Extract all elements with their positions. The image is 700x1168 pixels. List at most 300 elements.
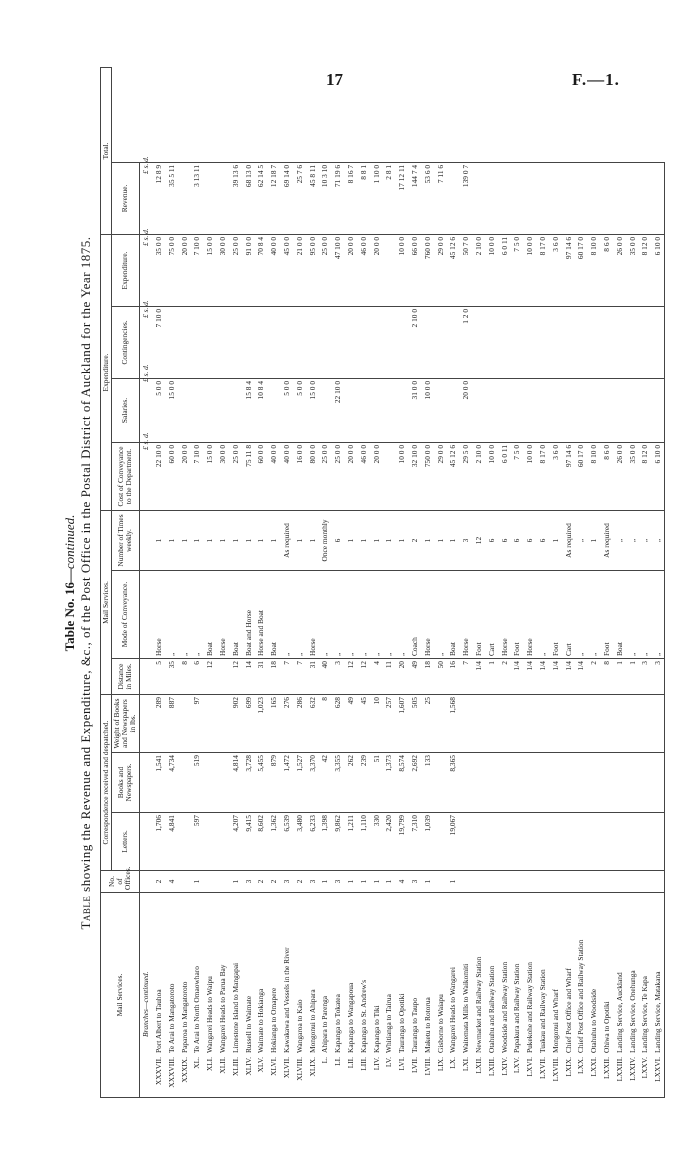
cell-offices [498, 871, 511, 893]
service-number: LIX. [435, 1057, 445, 1072]
cell-mode: „ [293, 571, 306, 659]
cell-mode: Horse [459, 571, 472, 659]
cell-times: Once monthly [319, 510, 332, 570]
cell-letters: 1,706 [152, 813, 165, 871]
col-mail-services: Mail Services. [101, 893, 140, 1098]
table-row [626, 67, 639, 1097]
cell-books [562, 753, 575, 813]
service-cell [357, 893, 370, 1098]
cell-books [587, 753, 600, 813]
cell-cost: 46 0 0 [357, 442, 370, 510]
table-row [280, 67, 293, 1097]
cell-letters: 1,211 [344, 813, 357, 871]
cell-books: 1,373 [383, 753, 396, 813]
cell-revenue [587, 162, 600, 234]
cell-cost: 15 0 0 [204, 442, 217, 510]
cell-offices [575, 871, 588, 893]
cell-books [511, 753, 524, 813]
cell-salaries [191, 378, 204, 442]
col-letters: Letters. [112, 813, 139, 871]
cell-mode: Foot [472, 571, 485, 659]
service-name: Newmarket and Railway Station [473, 956, 483, 1053]
cell-weight [498, 695, 511, 753]
cell-cost: 32 10 0 [408, 442, 421, 510]
cell-weight [575, 695, 588, 753]
cell-times: 1 [293, 510, 306, 570]
cell-cost: 40 0 0 [280, 442, 293, 510]
cell-contingencies [396, 306, 409, 378]
cell-cost: 60 0 0 [255, 442, 268, 510]
service-cell [434, 893, 447, 1098]
cell-salaries [575, 378, 588, 442]
cell-mode: „ [357, 571, 370, 659]
cell-expenditure: 26 0 0 [613, 234, 626, 306]
cell-letters: 6,233 [306, 813, 319, 871]
cell-revenue [498, 162, 511, 234]
cell-times: 6 [498, 510, 511, 570]
cell-salaries [216, 378, 229, 442]
cell-weight: 699 [242, 695, 255, 753]
service-number: XL. [192, 1057, 202, 1069]
cell-letters: 3,480 [293, 813, 306, 871]
service-number: XXXIX. [179, 1057, 189, 1083]
cell-books: 8,365 [447, 753, 460, 813]
cell-salaries [639, 378, 652, 442]
cell-salaries [511, 378, 524, 442]
cell-mode: Horse [306, 571, 319, 659]
cell-times: 6 [523, 510, 536, 570]
cell-books: 1,541 [152, 753, 165, 813]
cell-expenditure: 20 0 0 [178, 234, 191, 306]
cell-revenue: 68 13 0 [242, 162, 255, 234]
page-number: 17 [326, 70, 343, 89]
table-row [242, 67, 255, 1097]
service-cell [626, 893, 639, 1098]
cell-revenue: 8 8 1 [357, 162, 370, 234]
cell-salaries [383, 378, 396, 442]
service-name: Kapanga to St. Andrew's [358, 979, 368, 1053]
table-row [421, 67, 434, 1097]
cell-books [575, 753, 588, 813]
table-row [536, 67, 549, 1097]
col-expenditure: Expenditure. [112, 234, 139, 306]
cell-expenditure: 15 0 0 [204, 234, 217, 306]
cell-cost: 29 5 0 [459, 442, 472, 510]
cell-expenditure: 2 10 0 [472, 234, 485, 306]
cell-revenue: 12 8 9 [152, 162, 165, 234]
cell-contingencies [242, 306, 255, 378]
cell-revenue: 10 3 10 [319, 162, 332, 234]
cell-distance: 11 [383, 659, 396, 695]
service-cell [306, 893, 319, 1098]
service-cell [459, 893, 472, 1098]
cell-mode: „ [178, 571, 191, 659]
cell-contingencies [191, 306, 204, 378]
cell-distance: 2 [498, 659, 511, 695]
cell-books: 4,734 [165, 753, 178, 813]
cell-books: 4,814 [229, 753, 242, 813]
service-cell [651, 893, 664, 1098]
service-name: Kapanga to Tiki [371, 1005, 381, 1053]
cell-expenditure: 6 0 11 [498, 234, 511, 306]
service-name: Wangarei Heads to Waipu [205, 976, 215, 1053]
units-contingencies: £ s. d. [139, 306, 152, 378]
cell-letters [216, 813, 229, 871]
service-cell [587, 893, 600, 1098]
cell-letters [498, 813, 511, 871]
cell-times: 6 [332, 510, 345, 570]
table-number [62, 68, 78, 1098]
cell-times: 1 [242, 510, 255, 570]
cell-contingencies [651, 306, 664, 378]
cell-books: 262 [344, 753, 357, 813]
service-name: Landing Service, Onehunga [627, 970, 637, 1053]
cell-weight: 276 [280, 695, 293, 753]
cell-letters [587, 813, 600, 871]
cell-contingencies [370, 306, 383, 378]
units-expenditure: £ s. d. [139, 234, 152, 306]
cell-contingencies [204, 306, 217, 378]
cell-revenue: 45 8 11 [306, 162, 319, 234]
cell-salaries [626, 378, 639, 442]
cell-distance: 1/4 [472, 659, 485, 695]
cell-expenditure: 10 0 0 [485, 234, 498, 306]
cell-distance [216, 659, 229, 695]
cell-weight [472, 695, 485, 753]
cell-distance: 8 [178, 659, 191, 695]
units-row [139, 67, 152, 1097]
table-row [575, 67, 588, 1097]
cell-salaries: 5 0 0 [280, 378, 293, 442]
cell-expenditure: 7 5 0 [511, 234, 524, 306]
cell-contingencies [485, 306, 498, 378]
service-number: LXIII. [486, 1057, 496, 1077]
cell-revenue [651, 162, 664, 234]
cell-expenditure: 29 0 0 [434, 234, 447, 306]
cell-contingencies [613, 306, 626, 378]
cell-offices: 4 [165, 871, 178, 893]
cell-revenue: 12 18 7 [268, 162, 281, 234]
cell-revenue: 69 14 0 [280, 162, 293, 234]
cell-mode: „ [332, 571, 345, 659]
service-cell [575, 893, 588, 1098]
cell-letters: 9,415 [242, 813, 255, 871]
cell-mode: „ [587, 571, 600, 659]
service-number: LV. [384, 1057, 394, 1068]
service-number: LVII. [409, 1057, 419, 1073]
cell-salaries [613, 378, 626, 442]
cell-expenditure: 35 0 0 [152, 234, 165, 306]
cell-letters [434, 813, 447, 871]
cell-offices: 3 [306, 871, 319, 893]
cell-times: As required [600, 510, 613, 570]
cell-offices [651, 871, 664, 893]
cell-revenue [447, 162, 460, 234]
cell-salaries [229, 378, 242, 442]
cell-times: „ [613, 510, 626, 570]
cell-letters: 1,110 [357, 813, 370, 871]
group-header-row [101, 67, 112, 1097]
service-number: LXX. [576, 1057, 586, 1075]
table-row [383, 67, 396, 1097]
cell-books [498, 753, 511, 813]
cell-letters: 597 [191, 813, 204, 871]
cell-letters [472, 813, 485, 871]
service-name: Wangarei Heads to Wangarei [448, 967, 458, 1053]
cell-salaries: 20 0 0 [459, 378, 472, 442]
cell-letters [178, 813, 191, 871]
service-name: Te Arai to Mangatoroto [166, 983, 176, 1053]
service-name: Russell to Waimate [243, 995, 253, 1053]
cell-times: 1 [165, 510, 178, 570]
cell-salaries [370, 378, 383, 442]
cell-letters: 7,310 [408, 813, 421, 871]
cell-offices [523, 871, 536, 893]
cell-distance: 18 [268, 659, 281, 695]
cell-offices: 2 [152, 871, 165, 893]
cell-letters: 330 [370, 813, 383, 871]
cell-revenue [562, 162, 575, 234]
cell-letters [511, 813, 524, 871]
cell-revenue [600, 162, 613, 234]
cell-contingencies [498, 306, 511, 378]
cell-expenditure: 45 0 0 [280, 234, 293, 306]
cell-offices: 2 [268, 871, 281, 893]
service-cell [319, 893, 332, 1098]
service-name: Tauranga to Taupo [409, 997, 419, 1053]
service-name: Gisborne to Waiapu [435, 994, 445, 1053]
cell-distance: 40 [319, 659, 332, 695]
cell-mode: Cart [562, 571, 575, 659]
cell-expenditure: 60 17 0 [575, 234, 588, 306]
cell-revenue [485, 162, 498, 234]
cell-contingencies [306, 306, 319, 378]
table-row [191, 67, 204, 1097]
cell-letters: 1,398 [319, 813, 332, 871]
cell-revenue: 71 19 6 [332, 162, 345, 234]
cell-mode: „ [191, 571, 204, 659]
cell-books [216, 753, 229, 813]
cell-weight: 628 [332, 695, 345, 753]
cell-revenue [472, 162, 485, 234]
cell-salaries [587, 378, 600, 442]
cell-revenue: 7 11 6 [434, 162, 447, 234]
cell-mode: „ [536, 571, 549, 659]
cell-contingencies [575, 306, 588, 378]
service-cell [408, 893, 421, 1098]
cell-revenue: 139 0 7 [459, 162, 472, 234]
service-name: Kawakawa and Vessels in the River [282, 947, 292, 1053]
cell-contingencies [434, 306, 447, 378]
service-number: LXI. [461, 1057, 471, 1072]
cell-salaries: 22 10 0 [332, 378, 345, 442]
cell-times: 1 [178, 510, 191, 570]
cell-distance: 1 [485, 659, 498, 695]
cell-offices: 3 [280, 871, 293, 893]
cell-contingencies: 7 10 0 [152, 306, 165, 378]
table-row [562, 67, 575, 1097]
service-name: Landing Service, Auckland [614, 972, 624, 1053]
cell-letters [549, 813, 562, 871]
cell-offices [613, 871, 626, 893]
cell-revenue [204, 162, 217, 234]
cell-cost: 25 0 0 [332, 442, 345, 510]
cell-cost: 20 0 0 [178, 442, 191, 510]
cell-contingencies [472, 306, 485, 378]
cell-cost: 8 17 0 [536, 442, 549, 510]
cell-revenue: 17 12 11 [396, 162, 409, 234]
cell-offices: 3 [332, 871, 345, 893]
cell-revenue [523, 162, 536, 234]
cell-contingencies [562, 306, 575, 378]
cell-distance: 31 [255, 659, 268, 695]
units-cost: £ s. d. [139, 442, 152, 510]
cell-salaries [472, 378, 485, 442]
service-name: Te Arai to North Omaowharo [192, 966, 202, 1053]
cell-expenditure: 40 0 0 [268, 234, 281, 306]
cell-cost: 2 10 0 [472, 442, 485, 510]
service-number: LVI. [397, 1057, 407, 1071]
cell-expenditure: 45 12 6 [447, 234, 460, 306]
cell-offices: 2 [293, 871, 306, 893]
cell-letters [459, 813, 472, 871]
service-cell [613, 893, 626, 1098]
cell-books [613, 753, 626, 813]
cell-expenditure: 20 0 0 [370, 234, 383, 306]
cell-weight [536, 695, 549, 753]
cell-revenue [511, 162, 524, 234]
cell-expenditure: 760 0 0 [421, 234, 434, 306]
cell-salaries [562, 378, 575, 442]
cell-mode: Foot [549, 571, 562, 659]
cell-contingencies [344, 306, 357, 378]
document-reference: F.—1. [572, 70, 620, 89]
cell-times: „ [575, 510, 588, 570]
cell-mode: „ [434, 571, 447, 659]
cell-weight [523, 695, 536, 753]
cell-salaries [549, 378, 562, 442]
group-expenditure: Expenditure. [101, 234, 112, 510]
cell-weight [587, 695, 600, 753]
cell-distance: 3 [639, 659, 652, 695]
service-cell [421, 893, 434, 1098]
col-revenue: Revenue. [112, 162, 139, 234]
cell-distance: 50 [434, 659, 447, 695]
cell-weight: 97 [191, 695, 204, 753]
cell-revenue [575, 162, 588, 234]
cell-offices [600, 871, 613, 893]
col-salaries: Salaries. [112, 378, 139, 442]
cell-salaries [319, 378, 332, 442]
cell-distance: 8 [600, 659, 613, 695]
cell-salaries [178, 378, 191, 442]
cell-expenditure: 6 10 0 [651, 234, 664, 306]
service-name: Hokianga to Omapere [269, 987, 279, 1053]
cell-times: 1 [344, 510, 357, 570]
cell-cost: 6 0 11 [498, 442, 511, 510]
cell-contingencies [268, 306, 281, 378]
cell-expenditure: 66 0 0 [408, 234, 421, 306]
service-cell [344, 893, 357, 1098]
cell-expenditure: 8 12 0 [639, 234, 652, 306]
cell-times: As required [280, 510, 293, 570]
cell-offices: 1 [357, 871, 370, 893]
cell-mode: Boat [613, 571, 626, 659]
cell-offices [472, 871, 485, 893]
cell-weight: 1,607 [396, 695, 409, 753]
service-number: LXXIV. [627, 1057, 637, 1081]
service-cell [447, 893, 460, 1098]
service-cell [216, 893, 229, 1098]
cell-books [523, 753, 536, 813]
cell-distance: 31 [306, 659, 319, 695]
cell-mode: Boat [229, 571, 242, 659]
cell-offices [511, 871, 524, 893]
cell-contingencies [319, 306, 332, 378]
cell-mode: Boat [204, 571, 217, 659]
cell-cost: 29 0 0 [434, 442, 447, 510]
cell-letters [485, 813, 498, 871]
table-row [306, 67, 319, 1097]
service-number: LXVII. [537, 1057, 547, 1079]
cell-salaries: 15 0 0 [165, 378, 178, 442]
cell-letters: 1,362 [268, 813, 281, 871]
cell-books [434, 753, 447, 813]
cell-expenditure: 10 0 0 [523, 234, 536, 306]
cell-books [204, 753, 217, 813]
cell-letters [600, 813, 613, 871]
cell-times: „ [626, 510, 639, 570]
cell-weight: 887 [165, 695, 178, 753]
cell-distance: 1/4 [523, 659, 536, 695]
cell-cost: 10 0 0 [485, 442, 498, 510]
service-number: LX. [448, 1057, 458, 1069]
cell-times: 3 [459, 510, 472, 570]
cell-revenue: 3 13 11 [191, 162, 204, 234]
cell-salaries [204, 378, 217, 442]
service-name: Paparoa to Mangatoroto [179, 981, 189, 1053]
cell-offices [434, 871, 447, 893]
cell-cost: 97 14 6 [562, 442, 575, 510]
cell-times: 6 [536, 510, 549, 570]
service-number: LXXV. [640, 1057, 650, 1079]
col-mode: Mode of Conveyance. [112, 571, 139, 659]
table-row [293, 67, 306, 1097]
cell-contingencies [216, 306, 229, 378]
cell-books: 239 [357, 753, 370, 813]
table-row [523, 67, 536, 1097]
service-cell [191, 893, 204, 1098]
service-name: Mongonui and Wharf [550, 989, 560, 1053]
cell-books: 51 [370, 753, 383, 813]
service-number: XLIX. [307, 1057, 317, 1077]
cell-expenditure [383, 234, 396, 306]
cell-times: 1 [357, 510, 370, 570]
service-cell [242, 893, 255, 1098]
cell-distance: 12 [229, 659, 242, 695]
cell-times: „ [651, 510, 664, 570]
col-conveyance-cost: Cost of Conveyance to the Department. [112, 442, 139, 510]
service-number: LIV. [371, 1057, 381, 1071]
cell-mode: „ [165, 571, 178, 659]
cell-distance: 3 [332, 659, 345, 695]
service-name: Otahuhu to Woodside [589, 988, 599, 1053]
table-title [78, 68, 100, 1098]
cell-books: 1,472 [280, 753, 293, 813]
cell-times: 1 [587, 510, 600, 570]
cell-mode: Foot [511, 571, 524, 659]
cell-distance: 1/4 [549, 659, 562, 695]
